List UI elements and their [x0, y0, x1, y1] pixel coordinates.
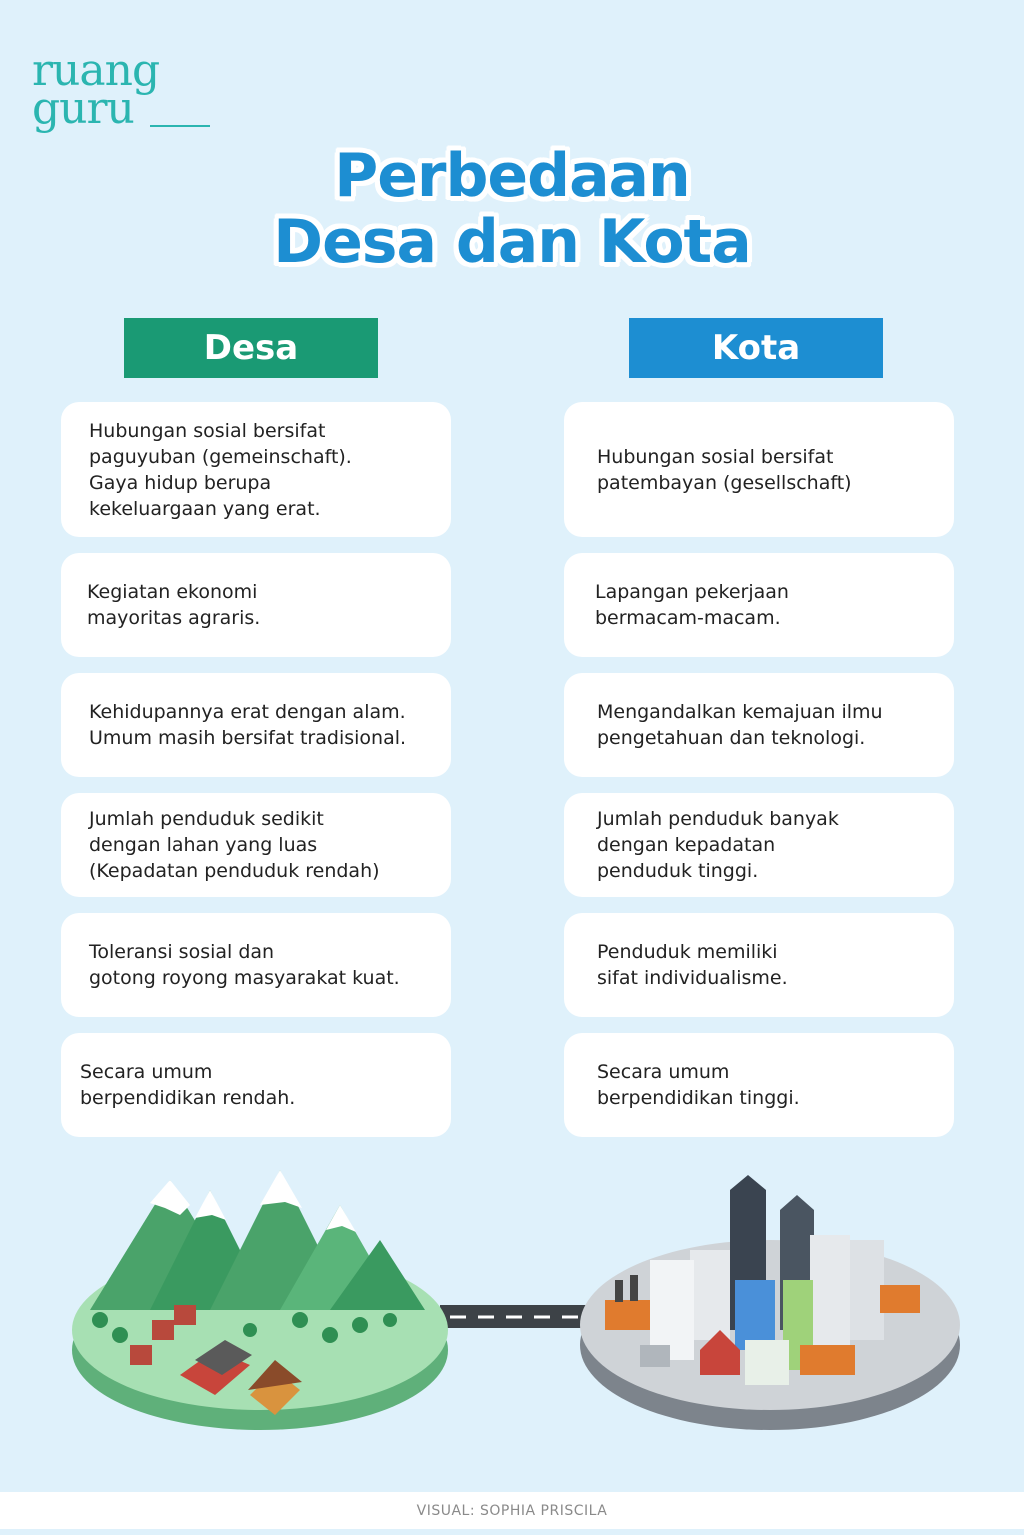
kota-header: Kota — [629, 318, 883, 378]
village-city-illustration — [0, 1160, 1024, 1480]
kota-card: Mengandalkan kemajuan ilmu pengetahuan dan teknologi. — [564, 673, 954, 777]
kota-card: Penduduk memiliki sifat individualisme. — [564, 913, 954, 1017]
desa-card: Toleransi sosial dan gotong royong masyarakat kuat. — [61, 913, 451, 1017]
village-island — [72, 1170, 448, 1430]
desa-header: Desa — [124, 318, 378, 378]
logo-underline — [150, 125, 210, 127]
title-line1: Perbedaan — [334, 141, 690, 211]
desa-card: Jumlah penduduk sedikit dengan lahan yang luas (Kepadatan penduduk rendah) — [61, 793, 451, 897]
kota-card: Secara umum berpendidikan tinggi. — [564, 1033, 954, 1137]
desa-card: Secara umum berpendidikan rendah. — [61, 1033, 451, 1137]
desa-card: Kehidupannya erat dengan alam. Umum masih bersifat tradisional. — [61, 673, 451, 777]
title-line2: Desa dan Kota — [273, 207, 751, 277]
ruangguru-logo — [32, 45, 160, 134]
logo-line1: ruang — [32, 45, 160, 96]
road — [440, 1305, 600, 1328]
kota-card: Hubungan sosial bersifat patembayan (gesellschaft) — [564, 402, 954, 537]
kota-card: Jumlah penduduk banyak dengan kepadatan penduduk tinggi. — [564, 793, 954, 897]
desa-card: Kegiatan ekonomi mayoritas agraris. — [61, 553, 451, 657]
desa-card: Hubungan sosial bersifat paguyuban (gemeinschaft). Gaya hidup berupa kekeluargaan yang erat. — [61, 402, 451, 537]
logo-line2: guru — [32, 83, 134, 134]
kota-card: Lapangan pekerjaan bermacam-macam. — [564, 553, 954, 657]
city-island — [580, 1175, 960, 1430]
footer-credit: VISUAL: SOPHIA PRISCILA — [0, 1492, 1024, 1529]
